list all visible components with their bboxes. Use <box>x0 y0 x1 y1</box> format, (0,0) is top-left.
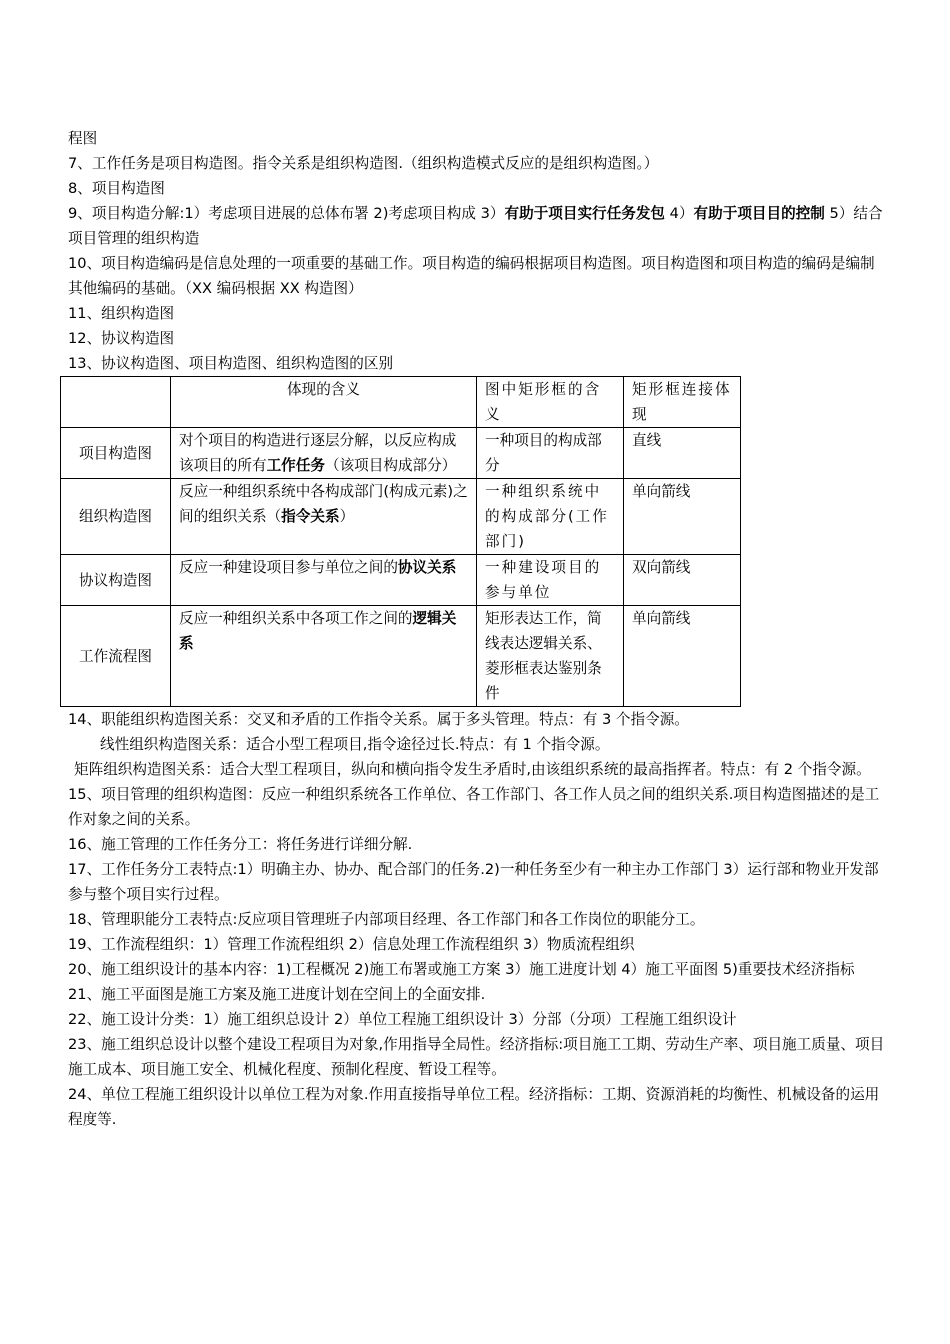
item-18: 18、管理职能分工表特点:反应项目管理班子内部项目经理、各工作部门和各工作岗位的职能分工。 <box>68 911 705 928</box>
item-14-linear: 线性组织构造图关系：适合小型工程项目,指令途径过长.特点：有 1 个指令源。 <box>100 736 610 753</box>
meaning-bold: 指令关系 <box>281 508 340 525</box>
table-row <box>61 428 741 479</box>
meaning-bold: 逻辑关系 <box>179 610 457 652</box>
item-24: 24、单位工程施工组织设计以单位工程为对象.作用直接指导单位工程。经济指标：工期、资源消耗的均衡性、机械设备的运用程度等. <box>68 1086 880 1128</box>
text-line: 12、协议构造图 <box>68 330 175 347</box>
item-9-text: 9、项目构造分解:1）考虑项目进展的总体布署 2)考虑项目构成 3） <box>68 205 505 222</box>
text-line: 7、工作任务是项目构造图。指令关系是组织构造图.（组织构造模式反应的是组织构造图。） <box>68 155 659 172</box>
item-23: 23、施工组织总设计以整个建设工程项目为对象,作用指导全局性。经济指标:项目施工工期、劳动生产率、项目施工质量、项目施工成本、项目施工安全、机械化程度、预制化程度、暂设工程等。 <box>68 1036 885 1078</box>
meaning-bold: 协议关系 <box>397 559 457 576</box>
table-header-cell: 矩形框连接体现 <box>624 377 741 428</box>
item-15: 15、项目管理的组织构造图：反应一种组织系统各工作单位、各工作部门、各工作人员之间的组织关系.项目构造图描述的是工作对象之间的关系。 <box>68 786 880 828</box>
table-header-cell: 图中矩形框的含义 <box>477 377 624 428</box>
document-page <box>68 126 886 1132</box>
meaning-text: 反应一种建设项目参与单位之间的 <box>179 559 398 576</box>
text-line: 11、组织构造图 <box>68 305 175 322</box>
row-box: 一种建设项目的参与单位 <box>477 555 624 606</box>
item-14: 14、职能组织构造图关系：交叉和矛盾的工作指令关系。属于多头管理。特点：有 3 个指令源。 <box>68 711 689 728</box>
table-header-row <box>61 377 741 428</box>
row-meaning <box>171 606 477 707</box>
row-meaning <box>171 479 477 555</box>
meaning-text: 反应一种组织关系中各项工作之间的 <box>179 610 413 627</box>
meaning-text: （该项目构成部分） <box>324 457 457 474</box>
item-22: 22、施工设计分类：1）施工组织总设计 2）单位工程施工组织设计 3）分部（分项）工程施工组织设计 <box>68 1011 737 1028</box>
text-line: 13、协议构造图、项目构造图、组织构造图的区别 <box>68 355 394 372</box>
meaning-bold: 工作任务 <box>266 457 325 474</box>
item-20: 20、施工组织设计的基本内容：1)工程概况 2)施工布署或施工方案 3）施工进度计划 4）施工平面图 5)重要技术经济指标 <box>68 961 855 978</box>
row-name: 协议构造图 <box>61 555 171 606</box>
table-row <box>61 555 741 606</box>
item-10: 10、项目构造编码是信息处理的一项重要的基础工作。项目构造的编码根据项目构造图。项目构造图和项目构造的编码是编制其他编码的基础。（XX 编码根据 XX 构造图） <box>68 255 875 297</box>
item-9-bold: 有助于项目实行任务发包 <box>504 205 666 222</box>
item-9-text: 5）结合项目管理的组织构造 <box>68 205 883 247</box>
item-14-matrix: 矩阵组织构造图关系：适合大型工程项目，纵向和横向指令发生矛盾时,由该组织系统的最高指挥者。特点：有 2 个指令源。 <box>74 761 871 778</box>
text-line: 8、项目构造图 <box>68 180 165 197</box>
row-name: 工作流程图 <box>61 606 171 707</box>
comparison-table <box>60 376 741 707</box>
table-header-cell: 体现的含义 <box>171 377 477 428</box>
item-9-bold: 有助于项目目的控制 <box>693 205 825 222</box>
item-9 <box>68 201 886 251</box>
meaning-text: 对个项目的构造进行逐层分解，以反应构成该项目的所有 <box>179 432 457 474</box>
row-meaning <box>171 428 477 479</box>
item-16: 16、施工管理的工作任务分工：将任务进行详细分解. <box>68 836 413 853</box>
item-19: 19、工作流程组织：1）管理工作流程组织 2）信息处理工作流程组织 3）物质流程组织 <box>68 936 635 953</box>
table-row <box>61 606 741 707</box>
meaning-text: 反应一种组织系统中各构成部门(构成元素)之间的组织关系（ <box>179 483 468 525</box>
row-box: 一种组织系统中的构成部分(工作部门) <box>477 479 624 555</box>
item-17: 17、工作任务分工表特点:1）明确主办、协办、配合部门的任务.2)一种任务至少有一种主办工作部门 3）运行部和物业开发部参与整个项目实行过程。 <box>68 861 879 903</box>
row-link: 单向箭线 <box>624 479 741 555</box>
row-link: 单向箭线 <box>624 606 741 707</box>
meaning-text: ） <box>339 508 355 525</box>
row-meaning <box>171 555 477 606</box>
table-row <box>61 479 741 555</box>
row-link: 双向箭线 <box>624 555 741 606</box>
item-9-text: 4） <box>665 205 694 222</box>
item-21: 21、施工平面图是施工方案及施工进度计划在空间上的全面安排. <box>68 986 486 1003</box>
row-link: 直线 <box>624 428 741 479</box>
row-box: 矩形表达工作，简线表达逻辑关系、菱形框表达鉴别条件 <box>477 606 624 707</box>
row-name: 组织构造图 <box>61 479 171 555</box>
row-name: 项目构造图 <box>61 428 171 479</box>
text-line: 程图 <box>68 130 98 147</box>
table-header-cell <box>61 377 171 428</box>
row-box: 一种项目的构成部分 <box>477 428 624 479</box>
